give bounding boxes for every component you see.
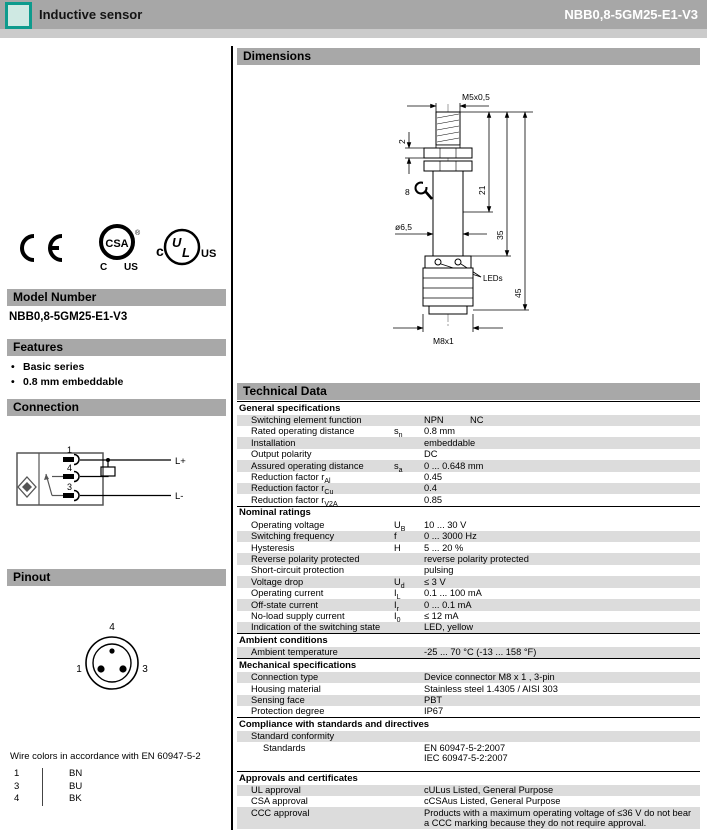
spec-label: Reduction factor $r_{Al}$	[251, 472, 331, 485]
spec-label: Rated operating distance	[251, 426, 355, 437]
spec-row	[237, 576, 700, 590]
spec-row	[237, 695, 700, 706]
spec-row	[237, 622, 700, 633]
spec-value: embeddable	[424, 437, 476, 448]
svg-text:8: 8	[405, 187, 410, 197]
spec-label: No-load supply current	[251, 611, 345, 621]
spec-section	[237, 401, 700, 506]
spec-value: Products with a maximum operating voltage of ≤36 V do not bear a CCC marking because they do not require approval.	[424, 807, 692, 829]
wire-color-row	[14, 768, 174, 781]
wire-pin-number: 1	[14, 768, 20, 779]
spec-section-title: General specifications	[237, 401, 700, 415]
svg-text:L+: L+	[175, 456, 186, 467]
features-list	[9, 360, 219, 390]
svg-text:c: c	[156, 243, 164, 259]
spec-row	[237, 731, 700, 742]
model-number-section-header: Model Number	[7, 289, 226, 306]
spec-row	[237, 742, 700, 764]
spec-value: Device connector M8 x 1 , 3-pin	[424, 672, 555, 683]
spec-row	[237, 426, 700, 440]
spec-section	[237, 658, 700, 717]
wire-color-row	[14, 793, 174, 806]
feature-item: • Basic series	[9, 360, 219, 375]
spec-value: LED, yellow	[424, 622, 474, 633]
spec-section-title: Mechanical specifications	[237, 658, 700, 672]
svg-text:1: 1	[67, 445, 73, 455]
spec-row	[237, 460, 700, 474]
svg-text:4: 4	[67, 463, 73, 473]
svg-text:®: ®	[135, 230, 141, 237]
spec-symbol: H	[394, 542, 401, 553]
spec-label: Indication of the switching state	[251, 622, 381, 633]
technical-data-section-header: Technical Data	[237, 383, 700, 400]
spec-value: IP67	[424, 706, 444, 717]
spec-label: Sensing face	[251, 695, 305, 706]
svg-text:L-: L-	[175, 491, 184, 502]
csa-mark-icon	[100, 226, 141, 273]
spec-row	[237, 796, 700, 807]
sensor-symbol-icon	[18, 477, 36, 497]
spec-label: Switching element function	[251, 415, 362, 425]
svg-text:U: U	[172, 235, 182, 250]
spec-value: 5 ... 20 %	[424, 542, 464, 553]
svg-text:2: 2	[397, 139, 407, 144]
spec-section	[237, 717, 700, 764]
spec-symbol: $U_B$	[394, 519, 406, 533]
svg-text:3: 3	[142, 664, 148, 675]
wire-pin-number: 4	[14, 793, 20, 804]
spec-value: 0.8 mm	[424, 426, 455, 437]
spec-row	[237, 785, 700, 796]
spec-label: Standard conformity	[251, 731, 335, 742]
wrench-icon	[416, 182, 433, 199]
spec-symbol: $I_r$	[394, 599, 399, 613]
spec-label: Operating voltage	[251, 519, 325, 530]
svg-text:US: US	[201, 248, 217, 260]
wire-color-code: BK	[42, 793, 174, 806]
svg-text:L: L	[182, 245, 190, 260]
spec-value: EN 60947-5-2:2007 IEC 60947-5-2:2007	[424, 742, 508, 764]
svg-text:35: 35	[495, 230, 505, 240]
spec-row	[237, 672, 700, 683]
spec-row	[237, 519, 700, 533]
spec-value: ≤ 3 V	[424, 576, 446, 587]
spec-value: 0.45	[424, 472, 443, 483]
spec-symbol: $s_n$	[394, 426, 403, 440]
spec-section-title: Compliance with standards and directives	[237, 717, 700, 731]
svg-text:CSA: CSA	[105, 238, 129, 250]
model-number-value: NBB0,8-5GM25-E1-V3	[9, 311, 128, 323]
spec-value: 0 ... 0.648 mm	[424, 460, 484, 471]
spec-label: Installation	[251, 437, 296, 448]
spec-label: Short-circuit protection	[251, 565, 345, 576]
spec-value: 0.4	[424, 483, 437, 494]
spec-row	[237, 472, 700, 483]
spec-section	[237, 506, 700, 634]
spec-row	[237, 647, 700, 658]
spec-row	[237, 531, 700, 542]
spec-label: Output polarity	[251, 449, 312, 460]
spec-section-title: Approvals and certificates	[237, 771, 700, 785]
spec-row	[237, 483, 700, 497]
wire-color-code: BU	[42, 781, 174, 794]
svg-text:3: 3	[67, 482, 73, 492]
spec-value: cULus Listed, General Purpose	[424, 785, 554, 796]
svg-text:US: US	[124, 262, 138, 273]
feature-item: • 0.8 mm embeddable	[9, 375, 219, 390]
brand-square-icon	[5, 2, 32, 29]
pinout-diagram	[52, 608, 172, 703]
spec-value: pulsing	[424, 565, 454, 576]
ce-mark-icon	[22, 236, 62, 260]
spec-symbol: $U_d$	[394, 576, 405, 590]
spec-symbol: f	[394, 531, 397, 542]
spec-row	[237, 807, 700, 829]
spec-label: Voltage drop	[251, 576, 304, 587]
spec-value: ≤ 12 mA	[424, 611, 459, 621]
spec-row	[237, 599, 700, 613]
features-section-header: Features	[7, 339, 226, 356]
dimensions-section-header: Dimensions	[237, 48, 700, 65]
wire-colors-note: Wire colors in accordance with EN 60947-5-2	[10, 751, 201, 762]
spec-value: 10 ... 30 V	[424, 519, 467, 530]
spec-label: Off-state current	[251, 599, 318, 610]
spec-row	[237, 494, 700, 508]
connection-section-header: Connection	[7, 399, 226, 416]
svg-text:M8x1: M8x1	[433, 336, 454, 346]
ul-mark-icon	[156, 230, 216, 264]
spec-label: CCC approval	[251, 807, 310, 818]
spec-value: 0.85	[424, 494, 443, 505]
spec-label: Assured operating distance	[251, 460, 364, 471]
connection-diagram	[8, 424, 223, 529]
spec-row	[237, 553, 700, 564]
spec-label: Protection degree	[251, 706, 325, 717]
header-sub-bar	[0, 29, 707, 38]
spec-row	[237, 588, 700, 602]
approval-logos	[14, 220, 219, 275]
spec-value: cCSAus Listed, General Purpose	[424, 796, 561, 807]
spec-label: Ambient temperature	[251, 647, 338, 658]
spec-section-title: Nominal ratings	[237, 506, 700, 520]
svg-text:45: 45	[513, 288, 523, 298]
column-divider	[231, 46, 233, 830]
spec-row	[237, 449, 700, 460]
svg-text:1: 1	[76, 664, 82, 675]
spec-label: Reverse polarity protected	[251, 553, 360, 564]
svg-text:C: C	[100, 262, 108, 273]
spec-label: Reduction factor $r_{Cu}$	[251, 483, 334, 497]
spec-label: Housing material	[251, 683, 321, 694]
spec-row	[237, 683, 700, 694]
technical-data-table	[237, 401, 700, 829]
spec-value: reverse polarity protected	[424, 553, 529, 564]
spec-row	[237, 415, 700, 426]
spec-label: Reduction factor $r_{V2A}$	[251, 494, 338, 508]
spec-symbol: $s_a$	[394, 460, 403, 474]
spec-value: 0.1 ... 100 mA	[424, 588, 482, 599]
wire-pin-number: 3	[14, 780, 20, 792]
spec-section-title: Ambient conditions	[237, 633, 700, 647]
svg-text:ø6,5: ø6,5	[395, 222, 413, 232]
svg-text:21: 21	[477, 185, 487, 195]
wire-colors-table	[14, 768, 174, 806]
spec-label: Hysteresis	[251, 542, 295, 553]
spec-label: Standards	[263, 742, 306, 753]
svg-text:LEDs: LEDs	[483, 274, 503, 283]
header-model-number: NBB0,8-5GM25-E1-V3	[564, 7, 698, 22]
spec-symbol: $I_L$	[394, 588, 401, 602]
svg-text:M5x0,5: M5x0,5	[462, 92, 490, 102]
spec-value: 0 ... 3000 Hz	[424, 531, 477, 542]
spec-row	[237, 565, 700, 576]
spec-row	[237, 542, 700, 553]
spec-label: CSA approval	[251, 796, 308, 807]
spec-value: 0 ... 0.1 mA	[424, 599, 472, 610]
dimension-drawing	[237, 70, 702, 375]
spec-label: Operating current	[251, 588, 324, 599]
spec-label: Connection type	[251, 672, 319, 683]
spec-value: PBT	[424, 695, 443, 706]
svg-text:4: 4	[109, 622, 115, 633]
spec-row	[237, 437, 700, 448]
spec-label: Switching frequency	[251, 531, 335, 542]
wire-color-code: BN	[42, 768, 174, 781]
spec-value: Stainless steel 1.4305 / AISI 303	[424, 683, 558, 694]
spec-section	[237, 771, 700, 829]
pinout-section-header: Pinout	[7, 569, 226, 586]
spec-value: DC	[424, 449, 438, 460]
wire-color-row	[14, 781, 174, 794]
spec-value: NPN NC	[424, 415, 484, 425]
page-title: Inductive sensor	[39, 7, 143, 22]
spec-value: -25 ... 70 °C (-13 ... 158 °F)	[424, 647, 537, 658]
spec-row	[237, 611, 700, 622]
spec-label: UL approval	[251, 785, 301, 796]
spec-row	[237, 706, 700, 717]
spec-section	[237, 633, 700, 658]
spec-symbol: $I_0$	[394, 611, 401, 624]
